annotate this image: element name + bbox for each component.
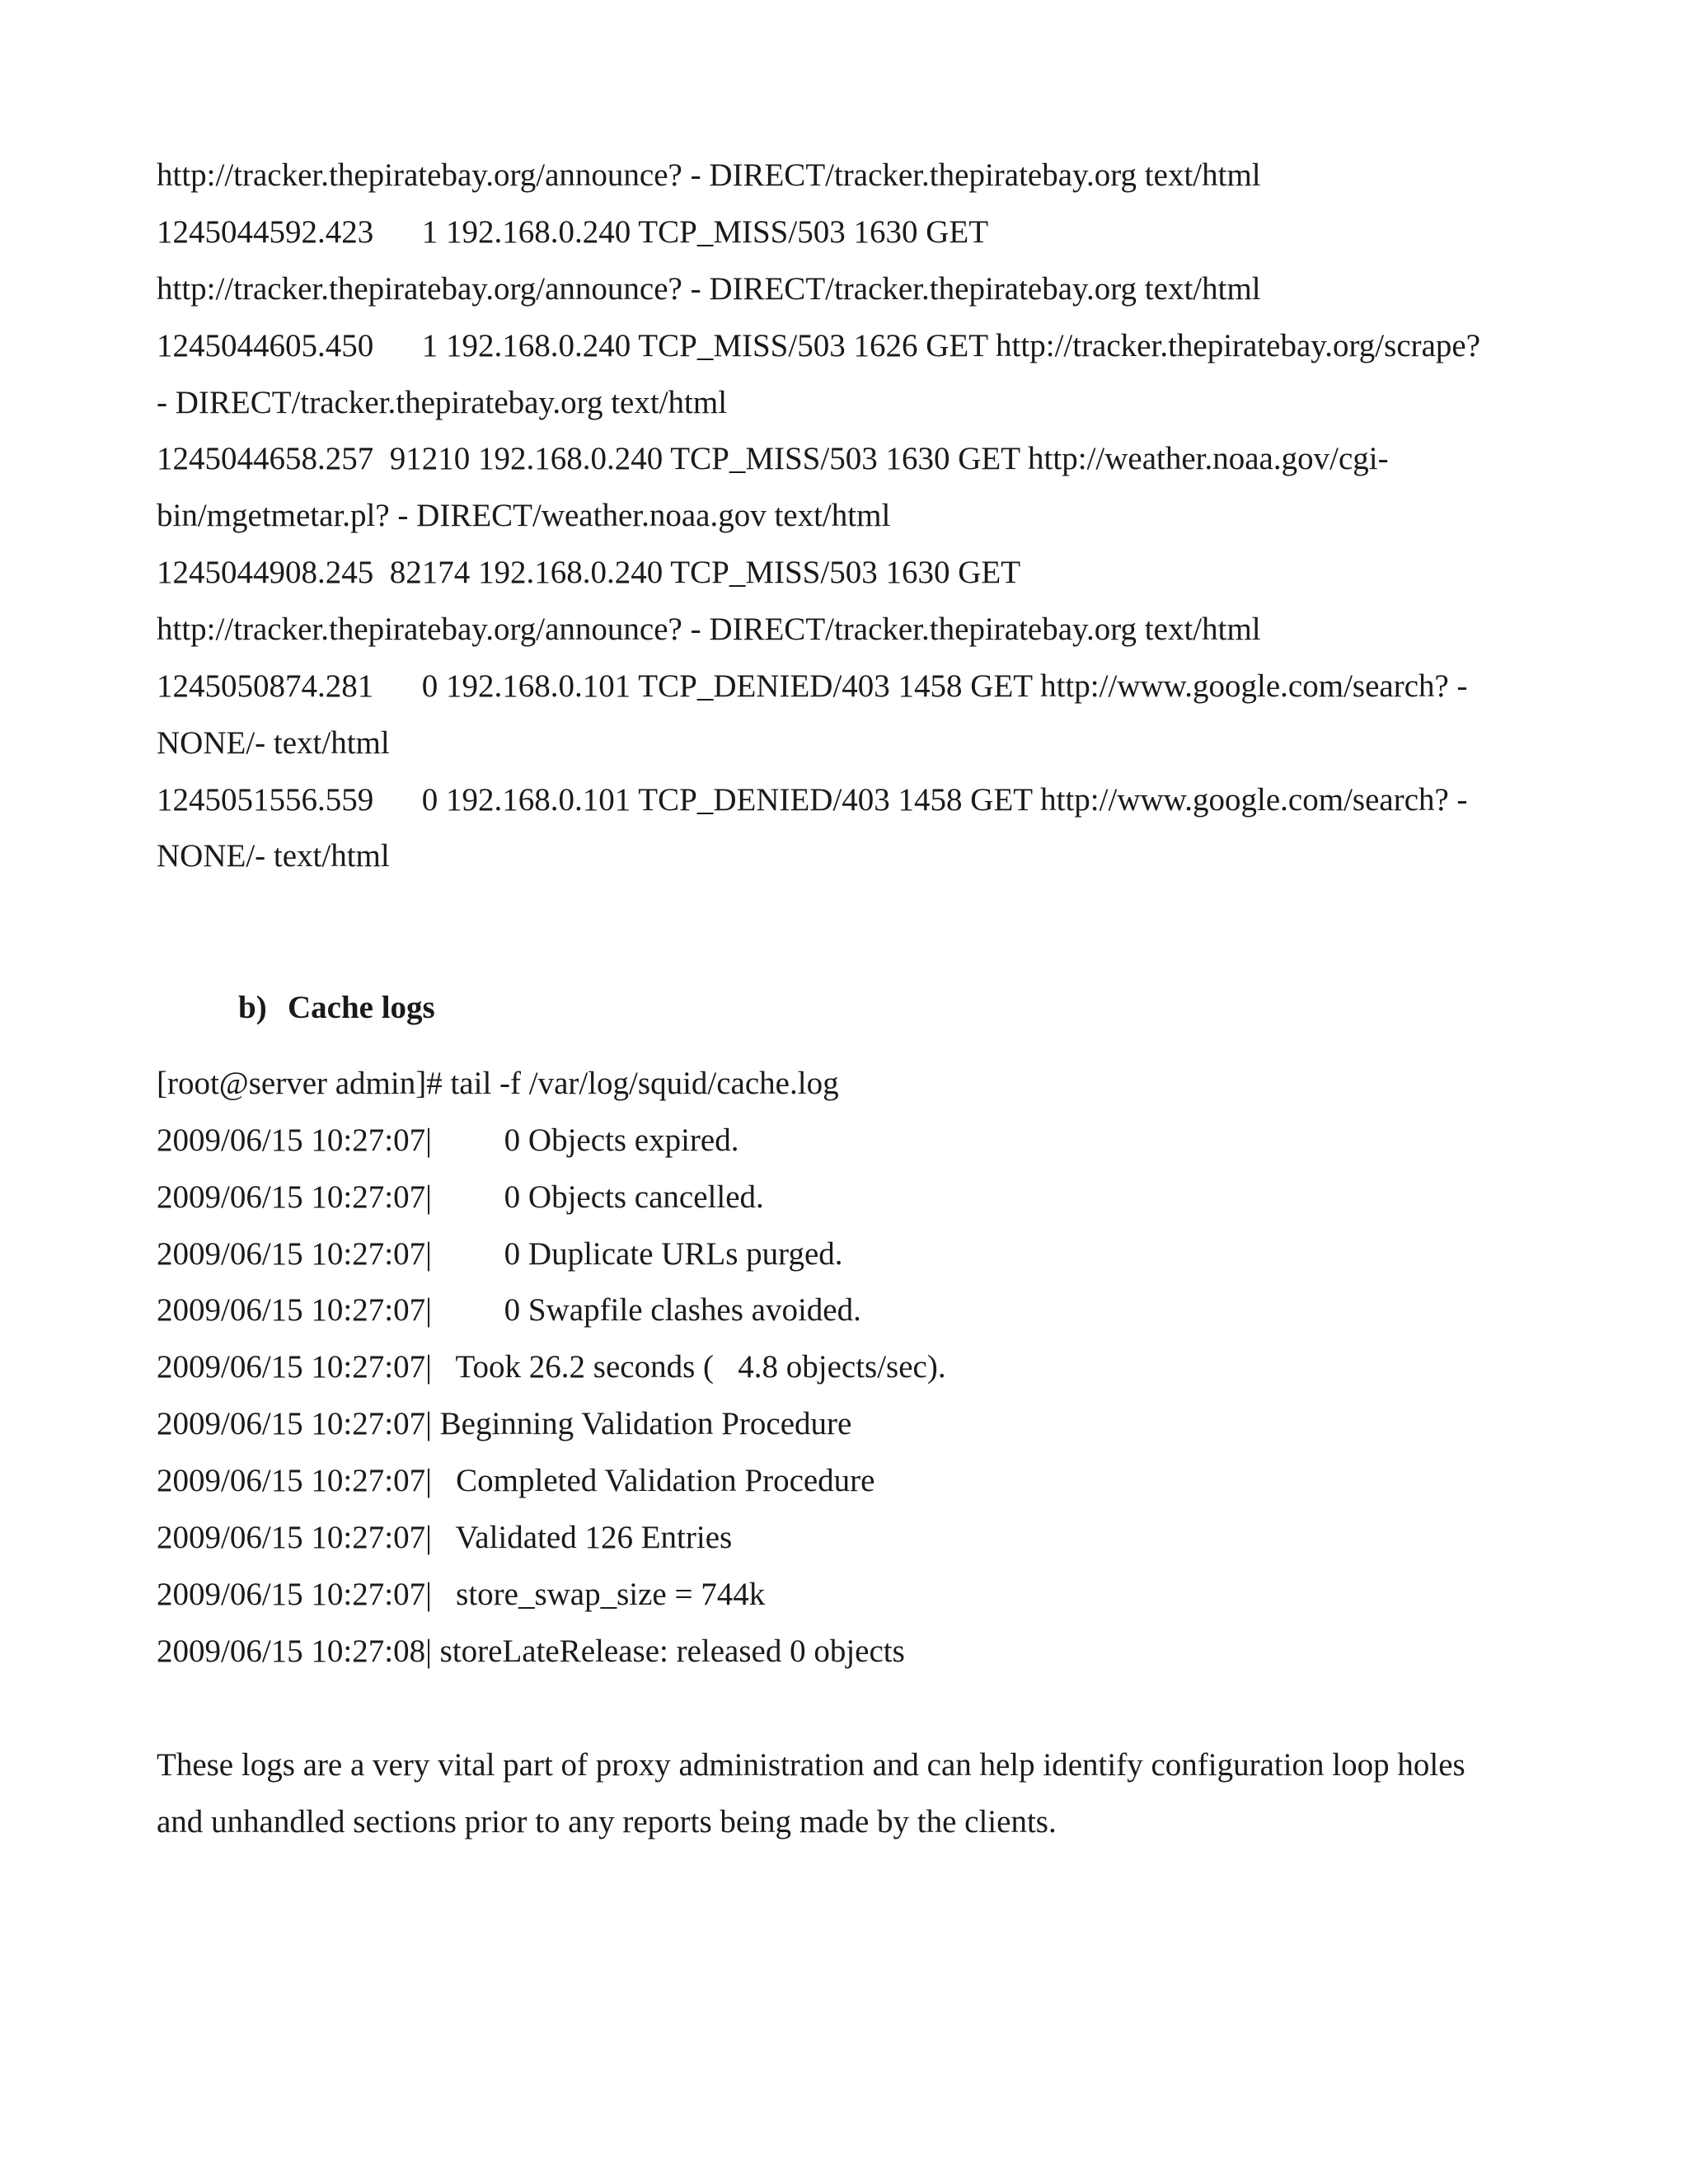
cache-log-line: 2009/06/15 10:27:07| Beginning Validation Procedure: [157, 1406, 852, 1441]
access-log-line: NONE/- text/html: [157, 838, 390, 874]
section-marker: b): [238, 990, 267, 1025]
cache-log-line: 2009/06/15 10:27:07| Took 26.2 seconds ( 4.8 objects/sec).: [157, 1349, 946, 1385]
cache-log-line: 2009/06/15 10:27:07| 0 Duplicate URLs purged.: [157, 1236, 843, 1272]
section-heading: [206, 951, 435, 1065]
cache-log-line: 2009/06/15 10:27:08| storeLateRelease: released 0 objects: [157, 1633, 905, 1669]
access-log-line: 1245044605.450 1 192.168.0.240 TCP_MISS/503 1626 GET http://tracker.thepiratebay.org/scrape?: [157, 328, 1481, 363]
cache-log-line: 2009/06/15 10:27:07| Completed Validation Procedure: [157, 1463, 875, 1498]
access-log-line: http://tracker.thepiratebay.org/announce? - DIRECT/tracker.thepiratebay.org text/html: [157, 157, 1261, 193]
access-log-line: 1245044658.257 91210 192.168.0.240 TCP_MISS/503 1630 GET http://weather.noaa.gov/cgi-: [157, 441, 1389, 476]
access-log-line: bin/mgetmetar.pl? - DIRECT/weather.noaa.gov text/html: [157, 498, 891, 533]
cache-log-line: [root@server admin]# tail -f /var/log/squid/cache.log: [157, 1066, 839, 1101]
cache-log-line: 2009/06/15 10:27:07| 0 Objects cancelled.: [157, 1179, 764, 1215]
access-log-line: 1245044908.245 82174 192.168.0.240 TCP_MISS/503 1630 GET: [157, 555, 1021, 590]
cache-log-line: 2009/06/15 10:27:07| store_swap_size = 744k: [157, 1577, 766, 1612]
access-log-line: 1245051556.559 0 192.168.0.101 TCP_DENIED/403 1458 GET http://www.google.com/search? -: [157, 782, 1468, 818]
paragraph-line: These logs are a very vital part of proxy administration and can help identify configuration loop holes: [157, 1747, 1465, 1783]
access-log-line: NONE/- text/html: [157, 725, 390, 761]
cache-log-line: 2009/06/15 10:27:07| 0 Swapfile clashes avoided.: [157, 1292, 861, 1328]
access-log-line: 1245044592.423 1 192.168.0.240 TCP_MISS/503 1630 GET: [157, 214, 989, 250]
paragraph-line: and unhandled sections prior to any reports being made by the clients.: [157, 1804, 1057, 1840]
access-log-line: - DIRECT/tracker.thepiratebay.org text/html: [157, 385, 728, 420]
cache-log-line: 2009/06/15 10:27:07| Validated 126 Entries: [157, 1520, 733, 1555]
cache-log-line: 2009/06/15 10:27:07| 0 Objects expired.: [157, 1122, 739, 1158]
access-log-line: 1245050874.281 0 192.168.0.101 TCP_DENIED/403 1458 GET http://www.google.com/search? -: [157, 668, 1468, 704]
access-log-line: http://tracker.thepiratebay.org/announce? - DIRECT/tracker.thepiratebay.org text/html: [157, 271, 1261, 307]
access-log-line: http://tracker.thepiratebay.org/announce? - DIRECT/tracker.thepiratebay.org text/html: [157, 612, 1261, 647]
section-title: Cache logs: [288, 990, 435, 1025]
